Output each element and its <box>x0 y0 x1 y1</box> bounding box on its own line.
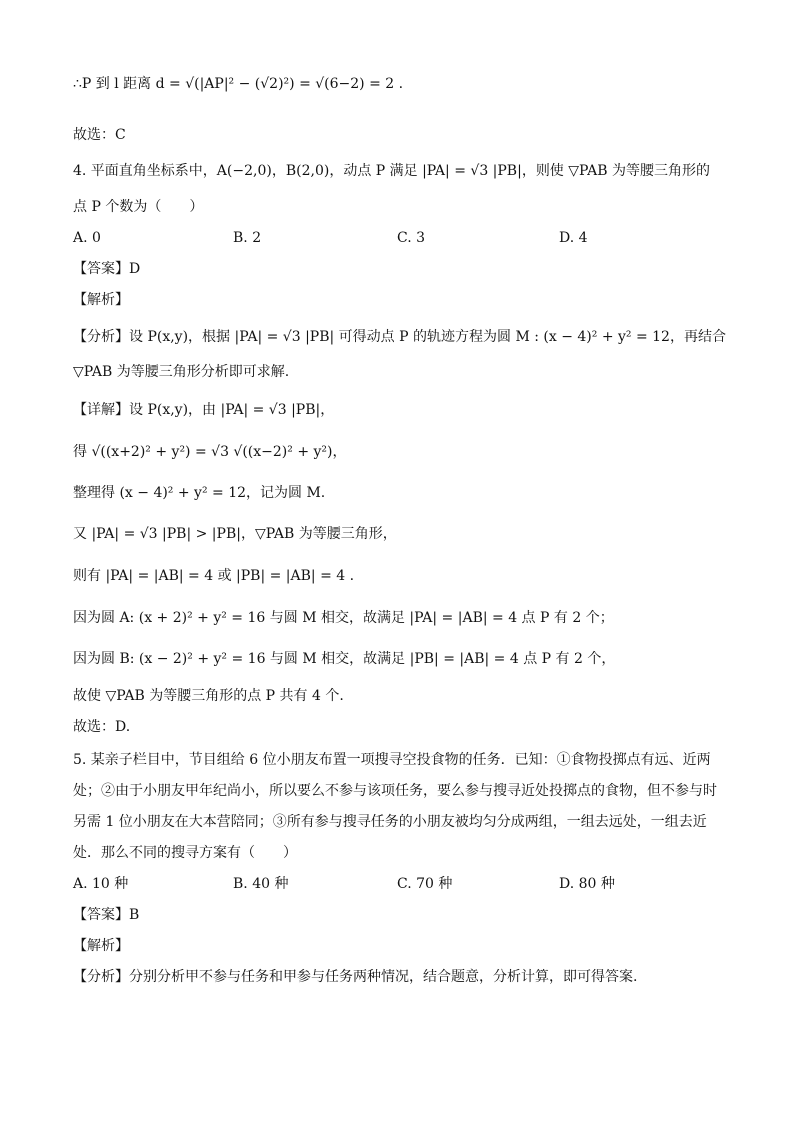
q4-answer: 【答案】D <box>73 261 141 277</box>
q5-option-b: B. 40 种 <box>233 876 289 892</box>
q4-option-a: A. 0 <box>73 230 101 246</box>
q5-stem-line3: 另需 1 位小朋友在大本营陪同；③所有参与搜寻任务的小朋友被均匀分成两组，一组去远处，一组去近 <box>73 814 707 830</box>
q4-detail-line3: 整理得 (x − 4)² + y² = 12，记为圆 M. <box>73 485 326 501</box>
q4-analysis-line1: 【分析】设 P(x,y)，根据 |PA| = √3 |PB| 可得动点 P 的轨迹方程为圆 M : (x − 4)² + y² = 12，再结合 <box>73 329 726 345</box>
q5-analysis-line1: 【分析】分别分析甲不参与任务和甲参与任务两种情况，结合题意，分析计算，即可得答案. <box>73 969 638 985</box>
q4-option-b: B. 2 <box>233 230 262 246</box>
q4-detail-line4: 又 |PA| = √3 |PB| > |PB|，▽PAB 为等腰三角形， <box>73 526 397 542</box>
prev-choice: 故选：C <box>73 127 126 143</box>
q4-detail-line8: 故使 ▽PAB 为等腰三角形的点 P 共有 4 个. <box>73 688 344 704</box>
q4-detail-line7: 因为圆 B: (x − 2)² + y² = 16 与圆 M 相交，故满足 |PB| = |AB| = 4 点 P 有 2 个， <box>73 651 616 667</box>
q4-detail-line9: 故选：D. <box>73 719 131 735</box>
q4-option-d: D. 4 <box>559 230 588 246</box>
q5-analysis-heading: 【解析】 <box>73 938 129 954</box>
q4-detail-line5: 则有 |PA| = |AB| = 4 或 |PB| = |AB| = 4 . <box>73 568 355 584</box>
q4-detail-line2: 得 √((x+2)² + y²) = √3 √((x−2)² + y²)， <box>73 444 347 460</box>
q4-option-c: C. 3 <box>397 230 426 246</box>
q4-stem-line2: 点 P 个数为（ ） <box>73 199 204 215</box>
q4-analysis-line2: ▽PAB 为等腰三角形分析即可求解. <box>73 364 290 380</box>
q4-stem-line1: 4. 平面直角坐标系中，A(−2,0)，B(2,0)，动点 P 满足 |PA| = √3 |PB|，则使 ▽PAB 为等腰三角形的 <box>73 163 711 179</box>
distance-conclusion: ∴P 到 l 距离 d = √(|AP|² − (√2)²) = √(6−2) = 2 . <box>73 76 404 92</box>
q5-option-c: C. 70 种 <box>397 876 453 892</box>
q5-stem-line4: 处．那么不同的搜寻方案有（ ） <box>73 845 297 861</box>
q4-analysis-heading: 【解析】 <box>73 292 129 308</box>
q4-detail-line6: 因为圆 A: (x + 2)² + y² = 16 与圆 M 相交，故满足 |PA| = |AB| = 4 点 P 有 2 个； <box>73 610 614 626</box>
q5-stem-line2: 处；②由于小朋友甲年纪尚小，所以要么不参与该项任务，要么参与搜寻近处投掷点的食物，但不参与时 <box>73 783 717 799</box>
q5-stem-line1: 5. 某亲子栏目中，节目组给 6 位小朋友布置一项搜寻空投食物的任务．已知：①食物投掷点有远、近两 <box>73 752 711 768</box>
q4-detail-line1: 【详解】设 P(x,y)，由 |PA| = √3 |PB|， <box>73 402 335 418</box>
q5-option-a: A. 10 种 <box>73 876 129 892</box>
q5-answer: 【答案】B <box>73 907 140 923</box>
q5-option-d: D. 80 种 <box>559 876 615 892</box>
